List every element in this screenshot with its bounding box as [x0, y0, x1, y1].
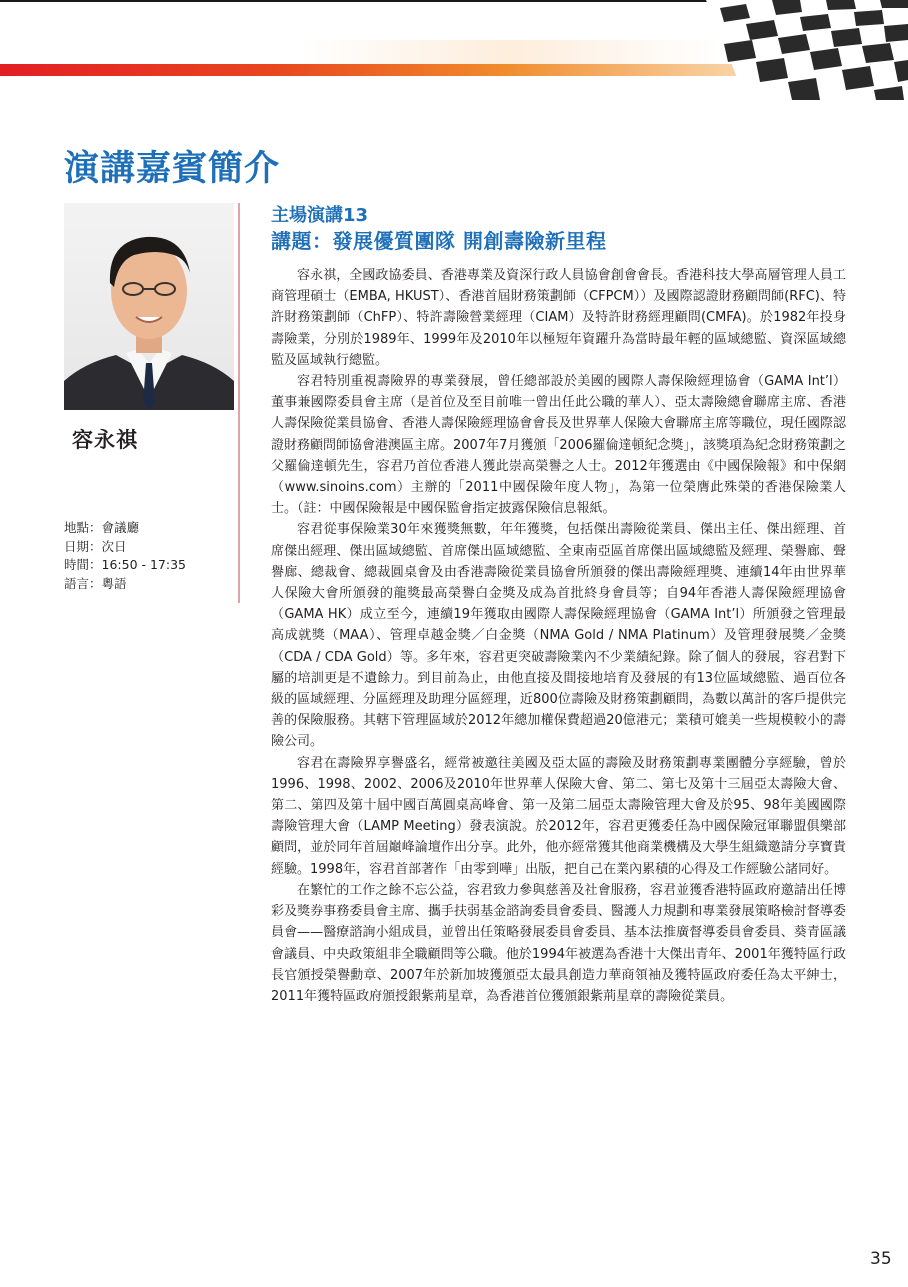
biography-paragraph: 容永祺，全國政協委員、香港專業及資深行政人員協會創會會長。香港科技大學高層管理人員工商管理碩士（EMBA, HKUST）、香港首屆財務策劃師（CFPCM））及國際認證財務顧問師(RFC)、特許財務策劃師（ChFP）、特許壽險營業經理（CIAM）及特許財務經理顧問(CMFA)。於1982年投身壽險業，分別於1989年、1999年及2010年以極短年資躍升為當時最年輕的區域總監、資深區域總監及區域執行總監。	[271, 268, 846, 368]
session-venue: 地點：會議廳	[64, 520, 140, 535]
speaker-name: 容永祺	[72, 428, 138, 452]
speaker-photo	[64, 203, 234, 410]
biography-paragraph: 在繁忙的工作之餘不忘公益，容君致力參與慈善及社會服務，容君並獲香港特區政府邀請出任博彩及獎券事務委員會主席、攜手扶弱基金諮詢委員會委員、醫護人力規劃和專業發展策略檢討督導委員會——醫療諮詢小組成員，並曾出任策略發展委員會委員、基本法推廣督導委員會委員、葵青區議會議員、中央政策組非全職顧問等公職。他於1994年被選為香港十大傑出青年、2001年獲特區行政長官頒授榮譽勳章、2007年於新加坡獲頒亞太最具創造力華商領袖及獲特區政府委任為太平紳士，2011年獲特區政府頒授銀紫荊星章，為香港首位獲頒銀紫荊星章的壽險從業員。	[271, 882, 846, 1004]
header-glow	[300, 40, 720, 66]
session-heading	[271, 204, 606, 255]
biography-paragraph: 容君特別重視壽險界的專業發展，曾任總部設於美國的國際人壽保險經理協會（GAMA Int’l）董事兼國際委員會主席（是首位及至目前唯一曾出任此公職的華人）、亞太壽險總會聯席主席、香港人壽保險從業員協會、香港人壽保險經理協會會長及世界華人保險大會聯席主席等職位，現任國際認證財務顧問師協會港澳區主席。2007年7月獲頒「2006羅倫達頓紀念獎」，該獎項為紀念財務策劃之父羅倫達頓先生，容君乃首位香港人獲此崇高榮譽之人士。2012年獲選由《中國保險報》和中保網（www.sinoins.com）主辦的「2011中國保險年度人物」，為第一位榮膺此殊榮的香港保險業人士。（註：中國保險報是中國保監會指定披露保險信息報紙。	[271, 374, 846, 517]
session-info	[64, 519, 186, 593]
page-number: 35	[870, 1249, 892, 1269]
biography	[271, 265, 846, 1007]
session-topic: 講題：發展優質團隊 開創壽險新里程	[271, 229, 607, 253]
vertical-divider	[238, 203, 240, 603]
biography-paragraph: 容君從事保險業30年來獲獎無數，年年獲獎，包括傑出壽險從業員、傑出主任、傑出經理、首席傑出經理、傑出區域總監、首席傑出區域總監、全東南亞區首席傑出區域總監及經理、榮譽廊、聲譽廊、總裁會、總裁圓桌會及由香港壽險從業員協會所頒發的傑出壽險經理獎、連續14年由世界華人保險大會所頒發的龍獎最高榮譽白金獎及成為首批終身會員等；自94年香港人壽保險經理協會（GAMA HK）成立至今，連續19年獲取由國際人壽保險經理協會（GAMA Int’l）所頒發之管理最高成就獎（MAA）、管理卓越金獎／白金獎（NMA Gold / NMA Platinum）及管理發展獎／金獎（CDA / CDA Gold）等。多年來，容君更突破壽險業內不少業績紀錄。除了個人的發展，容君對下屬的培訓更是不遺餘力。到目前為止，由他直接及間接地培育及發展的有13位區域總監、過百位各級的區域經理、分區經理及助理分區經理，近800位壽險及財務策劃顧問，為數以萬計的客戶提供完善的保險服務。其轄下管理區域於2012年總加權保費超過20億港元；業積可媲美一些規模較小的壽險公司。	[271, 522, 846, 750]
session-language: 語言：粵語	[64, 575, 127, 591]
biography-paragraph: 容君在壽險界享譽盛名，經常被邀往美國及亞太區的壽險及財務策劃專業團體分享經驗，曾於1996、1998、2002、2006及2010年世界華人保險大會、第二、第七及第十三屆亞太壽險大會、第二、第四及第十屆中國百萬圓桌高峰會、第一及第二屆亞太壽險管理大會及於95、98年美國國際壽險管理大會（LAMP Meeting）發表演說。於2012年，容君更獲委任為中國保險冠軍聯盟俱樂部顧問，並於同年首屆巔峰論壇作出分享。此外，他亦經常獲其他商業機構及大學生組織邀請分享寶貴經驗。1998年，容君首部著作「由零到嘩」出版，把自己在業內累積的心得及工作經驗公諸同好。	[271, 755, 846, 877]
session-date: 日期：次日	[64, 538, 127, 554]
checkered-flag-graphic	[676, 0, 908, 100]
page-title: 演講嘉賓簡介	[64, 149, 281, 189]
session-label: 主場演講13	[271, 205, 369, 226]
session-time: 時間：16:50 - 17:35	[64, 557, 187, 572]
